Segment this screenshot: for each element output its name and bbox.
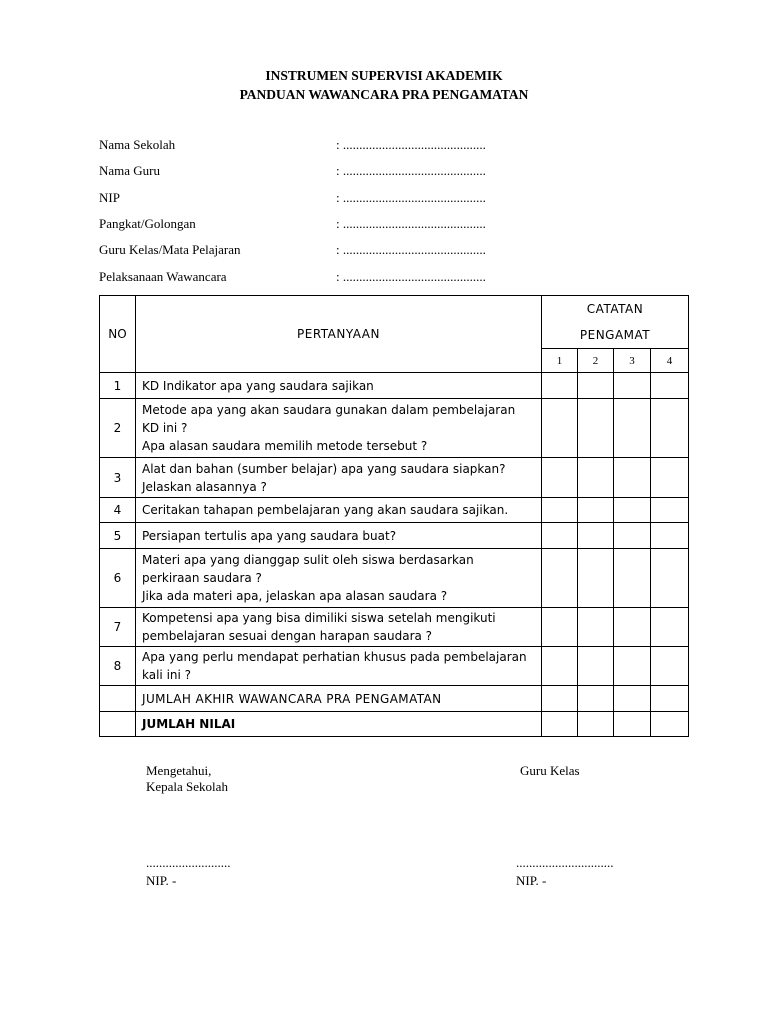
score-cell[interactable] [578,608,614,647]
document-title: INSTRUMEN SUPERVISI AKADEMIK [265,68,503,83]
table-row [100,647,689,686]
sig-right-dots: .............................. [516,855,614,870]
row-question [136,523,542,549]
row-number: 5 [100,523,136,549]
row-number: 3 [100,458,136,498]
question-line: Jika ada materi apa, jelaskan apa alasan saudara ? [142,589,448,603]
header-notes-line2: PENGAMAT [579,328,651,342]
header-notes [542,296,689,349]
score-cell[interactable] [578,549,614,608]
score-cell[interactable] [614,458,651,498]
score-cell[interactable] [614,399,651,458]
header-score-1: 1 [542,349,578,373]
score-cell[interactable] [578,686,614,712]
interview-table [99,295,689,737]
score-cell[interactable] [542,608,578,647]
score-cell[interactable] [651,549,689,608]
score-cell[interactable] [578,712,614,737]
field-value: : ............................................ [336,137,486,152]
row-question [136,549,542,608]
question-line: Materi apa yang dianggap sulit oleh siswa berdasarkan [142,553,474,567]
table-row [100,498,689,523]
score-cell[interactable] [614,373,651,399]
question-line: perkiraan saudara ? [142,571,262,585]
score-cell[interactable] [542,647,578,686]
field-label: Nama Sekolah [99,137,176,152]
row-number: 6 [100,549,136,608]
score-cell[interactable] [651,498,689,523]
question-line: pembelajaran sesuai dengan harapan saudara ? [142,629,433,643]
score-cell[interactable] [614,712,651,737]
total-row-blank [100,686,136,712]
score-cell[interactable] [651,647,689,686]
total-row [100,686,689,712]
row-number: 1 [100,373,136,399]
question-line: Apa yang perlu mendapat perhatian khusus pada pembelajaran [142,650,527,664]
score-cell[interactable] [542,458,578,498]
row-number: 7 [100,608,136,647]
sig-left-dots: .......................... [146,855,231,870]
score-cell[interactable] [614,608,651,647]
field-value: : ............................................ [336,216,486,231]
field-value: : ............................................ [336,190,486,205]
sig-right-line1: Guru Kelas [520,763,580,778]
field-value: : ............................................ [336,269,486,284]
score-cell[interactable] [542,399,578,458]
question-line: Persiapan tertulis apa yang saudara buat? [142,528,397,543]
field-label: Pangkat/Golongan [99,216,196,231]
score-cell[interactable] [578,523,614,549]
table-row [100,399,689,458]
row-number: 2 [100,399,136,458]
score-cell[interactable] [614,647,651,686]
score-cell[interactable] [542,523,578,549]
score-cell[interactable] [614,686,651,712]
row-question [136,399,542,458]
question-line: Kompetensi apa yang bisa dimiliki siswa setelah mengikuti [142,611,496,625]
score-cell[interactable] [578,373,614,399]
row-question [136,373,542,399]
score-cell[interactable] [651,686,689,712]
header-score-4: 4 [651,349,689,373]
header-no: NO [100,296,136,373]
header-question: PERTANYAAN [136,296,542,373]
score-cell[interactable] [651,458,689,498]
score-cell[interactable] [651,712,689,737]
score-cell[interactable] [614,523,651,549]
header-score-3: 3 [614,349,651,373]
header-score-2: 2 [578,349,614,373]
document-subtitle: PANDUAN WAWANCARA PRA PENGAMATAN [239,87,529,102]
score-cell[interactable] [542,549,578,608]
score-cell[interactable] [614,549,651,608]
row-number: 8 [100,647,136,686]
question-line: KD Indikator apa yang saudara sajikan [142,378,374,393]
field-value: : ............................................ [336,242,486,257]
question-line: Ceritakan tahapan pembelajaran yang akan saudara sajikan. [142,503,509,517]
row-question [136,498,542,523]
row-question [136,608,542,647]
header-notes-line1: CATATAN [586,302,644,316]
question-line: Alat dan bahan (sumber belajar) apa yang saudara siapkan? [142,461,506,476]
question-line: Metode apa yang akan saudara gunakan dalam pembelajaran [142,403,516,417]
score-cell[interactable] [542,712,578,737]
row-question [136,458,542,498]
field-label: NIP [99,190,120,205]
score-cell[interactable] [651,373,689,399]
score-cell[interactable] [614,498,651,523]
sig-left-line2: Kepala Sekolah [146,779,228,794]
sig-left-nip: NIP. - [146,873,177,888]
score-cell[interactable] [542,686,578,712]
field-label: Nama Guru [99,163,161,178]
field-value: : ............................................ [336,163,486,178]
row-number: 4 [100,498,136,523]
field-label: Guru Kelas/Mata Pelajaran [99,242,241,257]
field-label: Pelaksanaan Wawancara [99,269,227,284]
table-row [100,373,689,399]
score-cell[interactable] [578,647,614,686]
score-row [100,712,689,737]
question-line: Apa alasan saudara memilih metode tersebut ? [142,439,428,453]
score-cell[interactable] [651,523,689,549]
question-line: kali ini ? [142,668,192,682]
question-line: KD ini ? [142,421,188,435]
row-question [136,647,542,686]
question-line: Jelaskan alasannya ? [142,479,267,494]
score-cell[interactable] [578,458,614,498]
score-cell[interactable] [651,608,689,647]
table-row [100,549,689,608]
table-row [100,523,689,549]
table-row [100,458,689,498]
score-row-blank [100,712,136,737]
score-cell[interactable] [542,373,578,399]
sig-right-nip: NIP. - [516,873,547,888]
score-cell[interactable] [542,498,578,523]
score-cell[interactable] [651,399,689,458]
total-row-label: JUMLAH AKHIR WAWANCARA PRA PENGAMATAN [136,686,542,712]
sig-left-line1: Mengetahui, [146,763,212,778]
score-cell[interactable] [578,399,614,458]
score-cell[interactable] [578,498,614,523]
score-row-label: JUMLAH NILAI [136,712,542,737]
table-row [100,608,689,647]
